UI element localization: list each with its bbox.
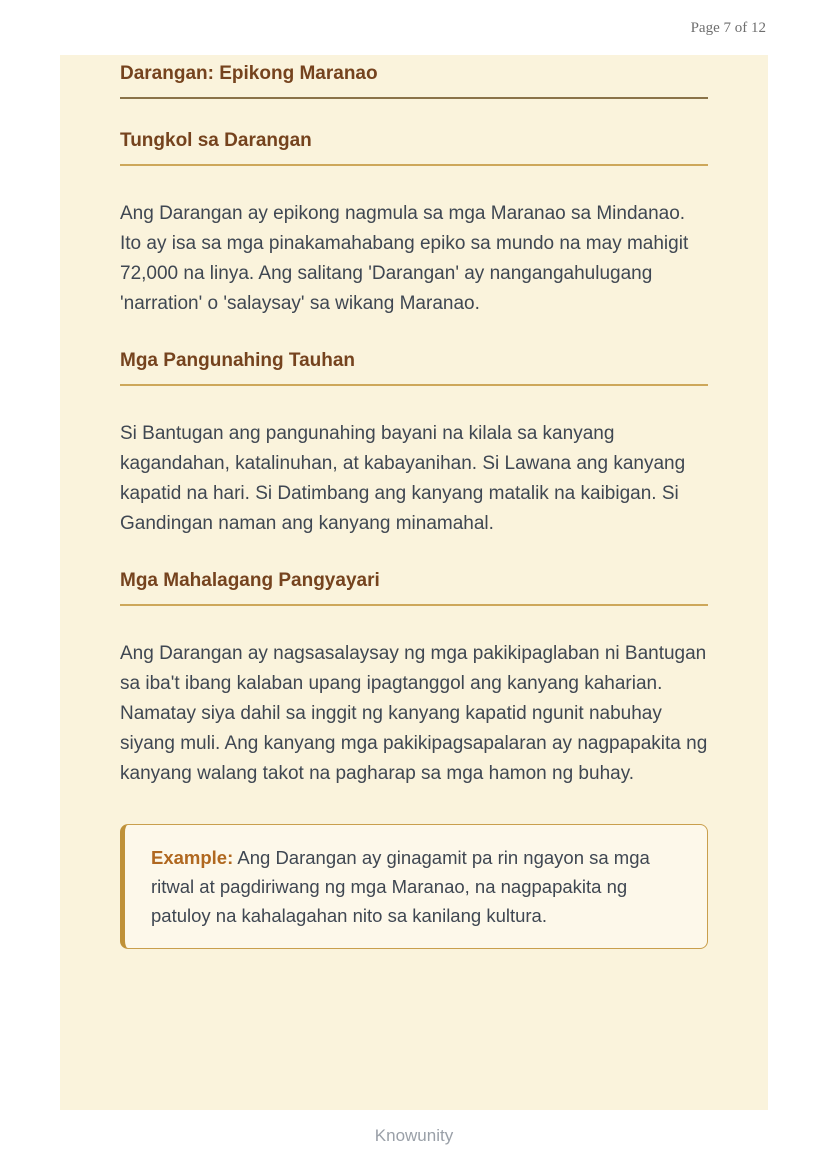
section-body-mga-mahalagang-pangyayari: Ang Darangan ay nagsasalaysay ng mga pakikipaglaban ni Bantugan sa iba't ibang kalaban upang ipagtanggol ang kanyang kaharian. Namatay siya dahil sa inggit ng kanyang kapatid ngunit nabuhay siyang muli. Ang kanyang mga pakikipagsapalaran ay nagpapakita ng kanyang walang takot na pagharap sa mga hamon ng buhay. [120,643,708,784]
example-callout-box [120,824,708,949]
document-sheet [60,55,768,1110]
document-title: Darangan: Epikong Maranao [120,63,708,99]
section-body-tungkol-sa-darangan: Ang Darangan ay epikong nagmula sa mga Maranao sa Mindanao. Ito ay isa sa mga pinakamahabang epiko sa mundo na may mahigit 72,000 na linya. Ang salitang 'Darangan' ay nangangahulugang 'narration' o 'salaysay' sa wikang Maranao. [120,203,689,314]
section-heading-mga-pangunahing-tauhan: Mga Pangunahing Tauhan [120,350,708,386]
section-heading-tungkol-sa-darangan: Tungkol sa Darangan [120,130,708,166]
example-label: Example: [151,847,234,868]
footer-brand: Knowunity [374,1126,454,1145]
section-body-mga-pangunahing-tauhan: Si Bantugan ang pangunahing bayani na kilala sa kanyang kagandahan, katalinuhan, at kabayanihan. Si Lawana ang kanyang kapatid na hari. Si Datimbang ang kanyang matalik na kaibigan. Si Gandingan naman ang kanyang minamahal. [120,423,686,534]
example-text: Ang Darangan ay ginagamit pa rin ngayon sa mga ritwal at pagdiriwang ng mga Maranao, na nagpapakita ng patuloy na kahalagahan nito sa kanilang kultura. [151,847,650,926]
section-heading-mga-mahalagang-pangyayari: Mga Mahalagang Pangyayari [120,570,708,606]
page-indicator: Page 7 of 12 [690,20,766,36]
